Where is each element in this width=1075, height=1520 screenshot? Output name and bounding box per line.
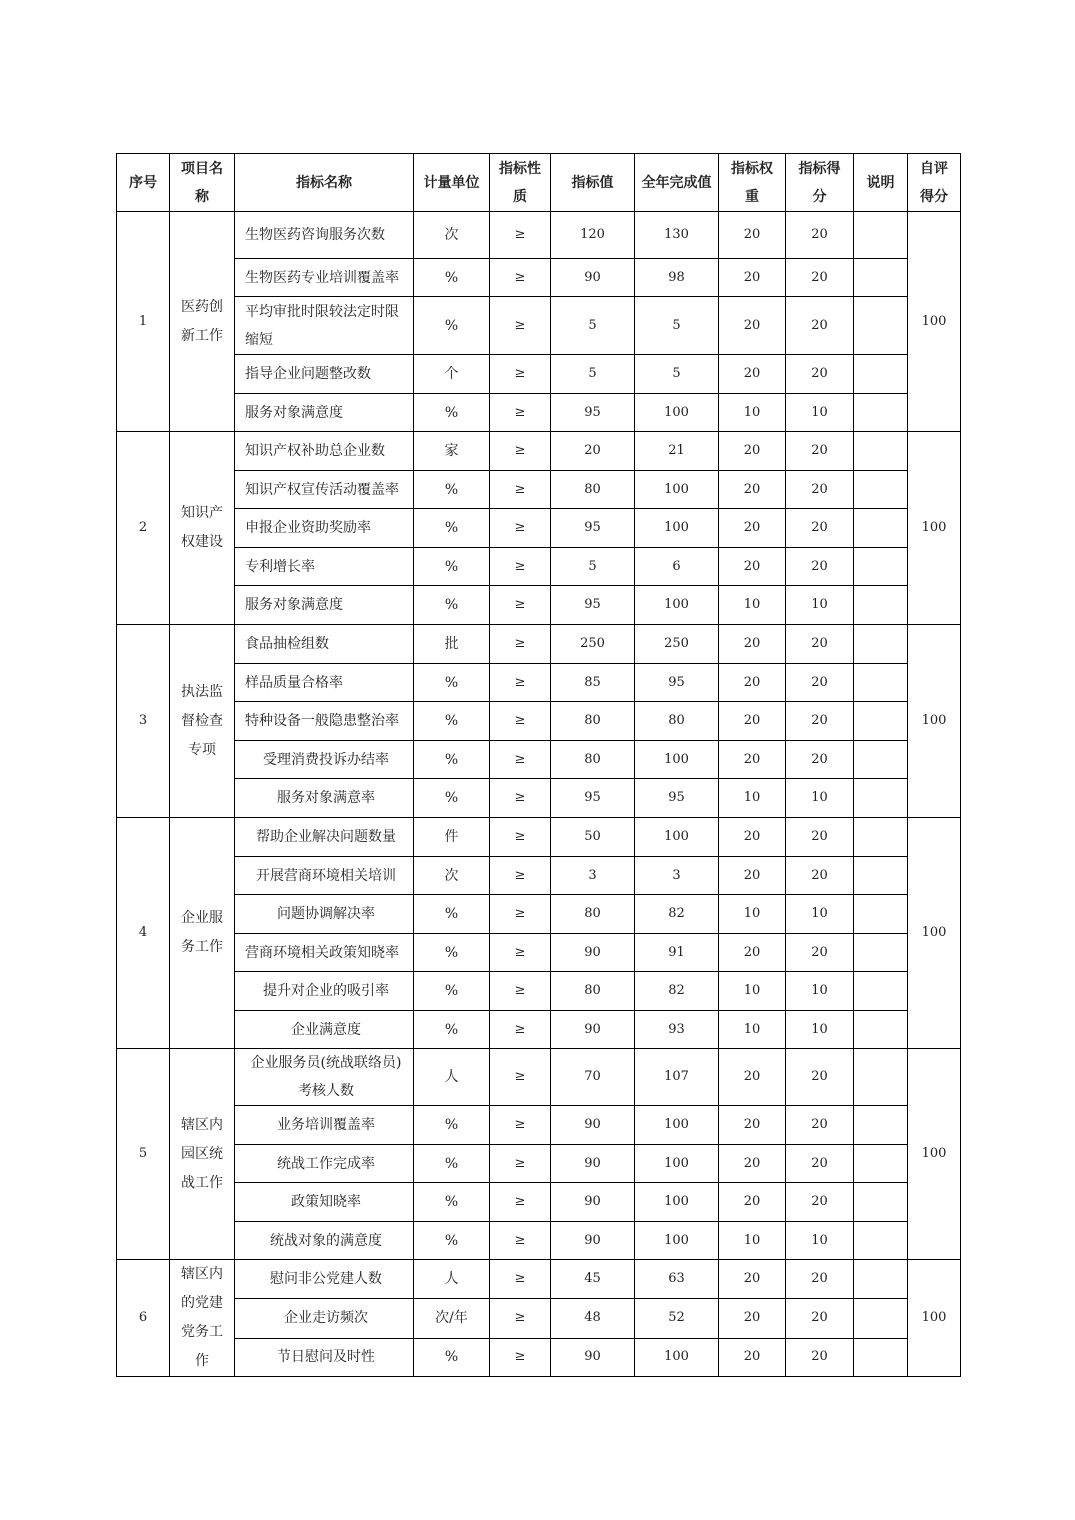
actual-cell: 95 bbox=[635, 779, 719, 818]
indicator-name-cell: 节日慰问及时性 bbox=[235, 1338, 414, 1376]
header-target: 指标值 bbox=[551, 154, 635, 212]
seq-cell: 1 bbox=[117, 212, 170, 432]
unit-cell: % bbox=[414, 664, 490, 702]
unit-cell: % bbox=[414, 259, 490, 297]
note-cell bbox=[854, 1106, 908, 1145]
target-cell: 90 bbox=[551, 1106, 635, 1145]
score-cell: 20 bbox=[786, 1299, 854, 1338]
table-row bbox=[117, 779, 961, 818]
note-cell bbox=[854, 471, 908, 509]
unit-cell: 人 bbox=[414, 1260, 490, 1299]
unit-cell: 次/年 bbox=[414, 1299, 490, 1338]
weight-cell: 20 bbox=[719, 471, 786, 509]
actual-cell: 6 bbox=[635, 548, 719, 586]
actual-cell: 80 bbox=[635, 702, 719, 741]
unit-cell: 个 bbox=[414, 355, 490, 394]
nature-cell: ≥ bbox=[490, 1260, 551, 1299]
nature-cell: ≥ bbox=[490, 297, 551, 355]
note-cell bbox=[854, 1011, 908, 1049]
target-cell: 95 bbox=[551, 509, 635, 548]
nature-cell: ≥ bbox=[490, 394, 551, 432]
table-row bbox=[117, 212, 961, 259]
weight-cell: 20 bbox=[719, 432, 786, 471]
nature-cell: ≥ bbox=[490, 432, 551, 471]
nature-cell: ≥ bbox=[490, 1049, 551, 1106]
weight-cell: 10 bbox=[719, 586, 786, 625]
note-cell bbox=[854, 432, 908, 471]
actual-cell: 82 bbox=[635, 972, 719, 1011]
target-cell: 3 bbox=[551, 857, 635, 895]
score-cell: 10 bbox=[786, 394, 854, 432]
table-row bbox=[117, 1106, 961, 1145]
indicator-name-cell: 服务对象满意度 bbox=[235, 394, 414, 432]
weight-cell: 20 bbox=[719, 1183, 786, 1222]
project-name-cell: 企业服务工作 bbox=[170, 818, 235, 1049]
nature-cell: ≥ bbox=[490, 1183, 551, 1222]
target-cell: 5 bbox=[551, 548, 635, 586]
indicator-name-cell: 知识产权宣传活动覆盖率 bbox=[235, 471, 414, 509]
nature-cell: ≥ bbox=[490, 934, 551, 972]
score-cell: 20 bbox=[786, 741, 854, 779]
unit-cell: % bbox=[414, 741, 490, 779]
note-cell bbox=[854, 1299, 908, 1338]
score-cell: 10 bbox=[786, 972, 854, 1011]
header-nature: 指标性质 bbox=[490, 154, 551, 212]
score-cell: 20 bbox=[786, 297, 854, 355]
score-cell: 20 bbox=[786, 664, 854, 702]
actual-cell: 82 bbox=[635, 895, 719, 934]
table-row bbox=[117, 702, 961, 741]
indicator-name-cell: 帮助企业解决问题数量 bbox=[235, 818, 414, 857]
score-cell: 20 bbox=[786, 548, 854, 586]
table-row bbox=[117, 259, 961, 297]
indicator-name-cell: 企业走访频次 bbox=[235, 1299, 414, 1338]
nature-cell: ≥ bbox=[490, 895, 551, 934]
seq-cell: 5 bbox=[117, 1049, 170, 1260]
nature-cell: ≥ bbox=[490, 1338, 551, 1376]
note-cell bbox=[854, 972, 908, 1011]
table-row bbox=[117, 1049, 961, 1106]
actual-cell: 98 bbox=[635, 259, 719, 297]
nature-cell: ≥ bbox=[490, 212, 551, 259]
unit-cell: % bbox=[414, 586, 490, 625]
unit-cell: 批 bbox=[414, 625, 490, 664]
unit-cell: % bbox=[414, 934, 490, 972]
note-cell bbox=[854, 741, 908, 779]
project-name-cell: 知识产权建设 bbox=[170, 432, 235, 625]
note-cell bbox=[854, 586, 908, 625]
score-cell: 20 bbox=[786, 1260, 854, 1299]
note-cell bbox=[854, 1183, 908, 1222]
unit-cell: 件 bbox=[414, 818, 490, 857]
target-cell: 80 bbox=[551, 741, 635, 779]
nature-cell: ≥ bbox=[490, 1011, 551, 1049]
actual-cell: 63 bbox=[635, 1260, 719, 1299]
performance-table bbox=[116, 153, 961, 1377]
header-note: 说明 bbox=[854, 154, 908, 212]
indicator-name-cell: 服务对象满意率 bbox=[235, 779, 414, 818]
target-cell: 95 bbox=[551, 394, 635, 432]
note-cell bbox=[854, 548, 908, 586]
header-project: 项目名称 bbox=[170, 154, 235, 212]
weight-cell: 20 bbox=[719, 548, 786, 586]
weight-cell: 20 bbox=[719, 702, 786, 741]
weight-cell: 20 bbox=[719, 1049, 786, 1106]
weight-cell: 20 bbox=[719, 1338, 786, 1376]
actual-cell: 93 bbox=[635, 1011, 719, 1049]
table-row bbox=[117, 394, 961, 432]
nature-cell: ≥ bbox=[490, 259, 551, 297]
unit-cell: % bbox=[414, 297, 490, 355]
weight-cell: 10 bbox=[719, 779, 786, 818]
indicator-name-cell: 平均审批时限较法定时限缩短 bbox=[235, 297, 414, 355]
target-cell: 80 bbox=[551, 895, 635, 934]
score-cell: 20 bbox=[786, 702, 854, 741]
actual-cell: 100 bbox=[635, 741, 719, 779]
score-cell: 10 bbox=[786, 779, 854, 818]
note-cell bbox=[854, 1145, 908, 1183]
target-cell: 5 bbox=[551, 355, 635, 394]
weight-cell: 20 bbox=[719, 1260, 786, 1299]
table-row bbox=[117, 741, 961, 779]
score-cell: 10 bbox=[786, 1222, 854, 1260]
target-cell: 80 bbox=[551, 972, 635, 1011]
weight-cell: 20 bbox=[719, 818, 786, 857]
seq-cell: 4 bbox=[117, 818, 170, 1049]
weight-cell: 20 bbox=[719, 509, 786, 548]
target-cell: 90 bbox=[551, 1011, 635, 1049]
actual-cell: 95 bbox=[635, 664, 719, 702]
note-cell bbox=[854, 1260, 908, 1299]
nature-cell: ≥ bbox=[490, 1222, 551, 1260]
actual-cell: 100 bbox=[635, 471, 719, 509]
target-cell: 85 bbox=[551, 664, 635, 702]
weight-cell: 20 bbox=[719, 741, 786, 779]
indicator-name-cell: 提升对企业的吸引率 bbox=[235, 972, 414, 1011]
score-cell: 20 bbox=[786, 1049, 854, 1106]
weight-cell: 20 bbox=[719, 625, 786, 664]
unit-cell: 家 bbox=[414, 432, 490, 471]
self-score-cell: 100 bbox=[908, 1260, 961, 1377]
nature-cell: ≥ bbox=[490, 548, 551, 586]
score-cell: 20 bbox=[786, 625, 854, 664]
indicator-name-cell: 生物医药咨询服务次数 bbox=[235, 212, 414, 259]
table-row bbox=[117, 1260, 961, 1299]
weight-cell: 20 bbox=[719, 1145, 786, 1183]
table-row bbox=[117, 895, 961, 934]
table-row bbox=[117, 664, 961, 702]
actual-cell: 100 bbox=[635, 394, 719, 432]
project-name-cell: 执法监督检查专项 bbox=[170, 625, 235, 818]
nature-cell: ≥ bbox=[490, 586, 551, 625]
actual-cell: 100 bbox=[635, 586, 719, 625]
indicator-name-cell: 业务培训覆盖率 bbox=[235, 1106, 414, 1145]
table-row bbox=[117, 857, 961, 895]
weight-cell: 20 bbox=[719, 212, 786, 259]
note-cell bbox=[854, 259, 908, 297]
weight-cell: 20 bbox=[719, 664, 786, 702]
unit-cell: % bbox=[414, 1145, 490, 1183]
weight-cell: 10 bbox=[719, 394, 786, 432]
weight-cell: 10 bbox=[719, 1011, 786, 1049]
nature-cell: ≥ bbox=[490, 1145, 551, 1183]
score-cell: 20 bbox=[786, 1183, 854, 1222]
nature-cell: ≥ bbox=[490, 509, 551, 548]
target-cell: 80 bbox=[551, 471, 635, 509]
indicator-name-cell: 服务对象满意度 bbox=[235, 586, 414, 625]
actual-cell: 91 bbox=[635, 934, 719, 972]
header-weight: 指标权重 bbox=[719, 154, 786, 212]
indicator-name-cell: 企业满意度 bbox=[235, 1011, 414, 1049]
indicator-name-cell: 企业服务员(统战联络员)考核人数 bbox=[235, 1049, 414, 1106]
actual-cell: 5 bbox=[635, 297, 719, 355]
score-cell: 20 bbox=[786, 212, 854, 259]
actual-cell: 100 bbox=[635, 1338, 719, 1376]
actual-cell: 100 bbox=[635, 1145, 719, 1183]
unit-cell: % bbox=[414, 702, 490, 741]
unit-cell: 人 bbox=[414, 1049, 490, 1106]
target-cell: 20 bbox=[551, 432, 635, 471]
score-cell: 20 bbox=[786, 934, 854, 972]
target-cell: 90 bbox=[551, 1145, 635, 1183]
header-score: 指标得分 bbox=[786, 154, 854, 212]
score-cell: 20 bbox=[786, 1106, 854, 1145]
weight-cell: 20 bbox=[719, 259, 786, 297]
indicator-name-cell: 知识产权补助总企业数 bbox=[235, 432, 414, 471]
indicator-name-cell: 食品抽检组数 bbox=[235, 625, 414, 664]
score-cell: 20 bbox=[786, 857, 854, 895]
nature-cell: ≥ bbox=[490, 1299, 551, 1338]
note-cell bbox=[854, 212, 908, 259]
note-cell bbox=[854, 297, 908, 355]
score-cell: 20 bbox=[786, 1145, 854, 1183]
score-cell: 10 bbox=[786, 895, 854, 934]
table-row bbox=[117, 586, 961, 625]
target-cell: 90 bbox=[551, 259, 635, 297]
note-cell bbox=[854, 625, 908, 664]
unit-cell: % bbox=[414, 548, 490, 586]
note-cell bbox=[854, 664, 908, 702]
indicator-name-cell: 受理消费投诉办结率 bbox=[235, 741, 414, 779]
target-cell: 90 bbox=[551, 1222, 635, 1260]
table-row bbox=[117, 1011, 961, 1049]
unit-cell: % bbox=[414, 1222, 490, 1260]
note-cell bbox=[854, 394, 908, 432]
table-row bbox=[117, 432, 961, 471]
indicator-name-cell: 政策知晓率 bbox=[235, 1183, 414, 1222]
table-row bbox=[117, 625, 961, 664]
score-cell: 20 bbox=[786, 1338, 854, 1376]
target-cell: 95 bbox=[551, 586, 635, 625]
target-cell: 120 bbox=[551, 212, 635, 259]
weight-cell: 10 bbox=[719, 1222, 786, 1260]
unit-cell: 次 bbox=[414, 857, 490, 895]
note-cell bbox=[854, 509, 908, 548]
actual-cell: 130 bbox=[635, 212, 719, 259]
table-row bbox=[117, 548, 961, 586]
actual-cell: 5 bbox=[635, 355, 719, 394]
score-cell: 20 bbox=[786, 259, 854, 297]
nature-cell: ≥ bbox=[490, 741, 551, 779]
header-indicator: 指标名称 bbox=[235, 154, 414, 212]
weight-cell: 20 bbox=[719, 297, 786, 355]
header-row bbox=[117, 154, 961, 212]
target-cell: 80 bbox=[551, 702, 635, 741]
table-row bbox=[117, 1338, 961, 1376]
header-actual: 全年完成值 bbox=[635, 154, 719, 212]
indicator-name-cell: 申报企业资助奖励率 bbox=[235, 509, 414, 548]
indicator-name-cell: 指导企业问题整改数 bbox=[235, 355, 414, 394]
seq-cell: 3 bbox=[117, 625, 170, 818]
project-name-cell: 辖区内园区统战工作 bbox=[170, 1049, 235, 1260]
score-cell: 10 bbox=[786, 586, 854, 625]
note-cell bbox=[854, 895, 908, 934]
score-cell: 20 bbox=[786, 818, 854, 857]
indicator-name-cell: 营商环境相关政策知晓率 bbox=[235, 934, 414, 972]
table-row bbox=[117, 1183, 961, 1222]
nature-cell: ≥ bbox=[490, 972, 551, 1011]
self-score-cell: 100 bbox=[908, 432, 961, 625]
indicator-name-cell: 特种设备一般隐患整治率 bbox=[235, 702, 414, 741]
weight-cell: 10 bbox=[719, 972, 786, 1011]
actual-cell: 100 bbox=[635, 818, 719, 857]
note-cell bbox=[854, 857, 908, 895]
unit-cell: % bbox=[414, 394, 490, 432]
unit-cell: % bbox=[414, 1338, 490, 1376]
note-cell bbox=[854, 1049, 908, 1106]
unit-cell: % bbox=[414, 779, 490, 818]
header-seq: 序号 bbox=[117, 154, 170, 212]
target-cell: 95 bbox=[551, 779, 635, 818]
indicator-name-cell: 统战对象的满意度 bbox=[235, 1222, 414, 1260]
target-cell: 90 bbox=[551, 1338, 635, 1376]
table-row bbox=[117, 355, 961, 394]
seq-cell: 2 bbox=[117, 432, 170, 625]
table-body bbox=[117, 212, 961, 1377]
self-score-cell: 100 bbox=[908, 212, 961, 432]
unit-cell: % bbox=[414, 471, 490, 509]
score-cell: 20 bbox=[786, 471, 854, 509]
unit-cell: % bbox=[414, 972, 490, 1011]
nature-cell: ≥ bbox=[490, 625, 551, 664]
nature-cell: ≥ bbox=[490, 818, 551, 857]
self-score-cell: 100 bbox=[908, 1049, 961, 1260]
actual-cell: 52 bbox=[635, 1299, 719, 1338]
note-cell bbox=[854, 1338, 908, 1376]
score-cell: 10 bbox=[786, 1011, 854, 1049]
table-row bbox=[117, 471, 961, 509]
weight-cell: 20 bbox=[719, 1299, 786, 1338]
unit-cell: 次 bbox=[414, 212, 490, 259]
indicator-name-cell: 问题协调解决率 bbox=[235, 895, 414, 934]
nature-cell: ≥ bbox=[490, 664, 551, 702]
unit-cell: % bbox=[414, 895, 490, 934]
self-score-cell: 100 bbox=[908, 625, 961, 818]
unit-cell: % bbox=[414, 1106, 490, 1145]
nature-cell: ≥ bbox=[490, 857, 551, 895]
actual-cell: 100 bbox=[635, 509, 719, 548]
indicator-name-cell: 生物医药专业培训覆盖率 bbox=[235, 259, 414, 297]
actual-cell: 21 bbox=[635, 432, 719, 471]
weight-cell: 10 bbox=[719, 895, 786, 934]
weight-cell: 20 bbox=[719, 934, 786, 972]
project-name-cell: 辖区内的党建党务工作 bbox=[170, 1260, 235, 1377]
note-cell bbox=[854, 779, 908, 818]
nature-cell: ≥ bbox=[490, 779, 551, 818]
note-cell bbox=[854, 818, 908, 857]
table-row bbox=[117, 972, 961, 1011]
table-row bbox=[117, 1145, 961, 1183]
note-cell bbox=[854, 934, 908, 972]
note-cell bbox=[854, 355, 908, 394]
target-cell: 90 bbox=[551, 1183, 635, 1222]
nature-cell: ≥ bbox=[490, 702, 551, 741]
score-cell: 20 bbox=[786, 432, 854, 471]
indicator-name-cell: 专利增长率 bbox=[235, 548, 414, 586]
table-row bbox=[117, 297, 961, 355]
target-cell: 45 bbox=[551, 1260, 635, 1299]
weight-cell: 20 bbox=[719, 355, 786, 394]
target-cell: 5 bbox=[551, 297, 635, 355]
indicator-name-cell: 慰问非公党建人数 bbox=[235, 1260, 414, 1299]
note-cell bbox=[854, 1222, 908, 1260]
nature-cell: ≥ bbox=[490, 355, 551, 394]
target-cell: 50 bbox=[551, 818, 635, 857]
weight-cell: 20 bbox=[719, 857, 786, 895]
target-cell: 70 bbox=[551, 1049, 635, 1106]
note-cell bbox=[854, 702, 908, 741]
indicator-name-cell: 样品质量合格率 bbox=[235, 664, 414, 702]
table-row bbox=[117, 1222, 961, 1260]
actual-cell: 250 bbox=[635, 625, 719, 664]
unit-cell: % bbox=[414, 1183, 490, 1222]
target-cell: 48 bbox=[551, 1299, 635, 1338]
actual-cell: 100 bbox=[635, 1106, 719, 1145]
seq-cell: 6 bbox=[117, 1260, 170, 1377]
weight-cell: 20 bbox=[719, 1106, 786, 1145]
table-row bbox=[117, 1299, 961, 1338]
score-cell: 20 bbox=[786, 355, 854, 394]
indicator-name-cell: 开展营商环境相关培训 bbox=[235, 857, 414, 895]
indicator-name-cell: 统战工作完成率 bbox=[235, 1145, 414, 1183]
actual-cell: 100 bbox=[635, 1183, 719, 1222]
self-score-cell: 100 bbox=[908, 818, 961, 1049]
target-cell: 90 bbox=[551, 934, 635, 972]
unit-cell: % bbox=[414, 509, 490, 548]
actual-cell: 3 bbox=[635, 857, 719, 895]
score-cell: 20 bbox=[786, 509, 854, 548]
header-self-score: 自评得分 bbox=[908, 154, 961, 212]
target-cell: 250 bbox=[551, 625, 635, 664]
nature-cell: ≥ bbox=[490, 1106, 551, 1145]
actual-cell: 107 bbox=[635, 1049, 719, 1106]
table-row bbox=[117, 818, 961, 857]
header-unit: 计量单位 bbox=[414, 154, 490, 212]
table-row bbox=[117, 934, 961, 972]
actual-cell: 100 bbox=[635, 1222, 719, 1260]
nature-cell: ≥ bbox=[490, 471, 551, 509]
unit-cell: % bbox=[414, 1011, 490, 1049]
table-row bbox=[117, 509, 961, 548]
project-name-cell: 医药创新工作 bbox=[170, 212, 235, 432]
